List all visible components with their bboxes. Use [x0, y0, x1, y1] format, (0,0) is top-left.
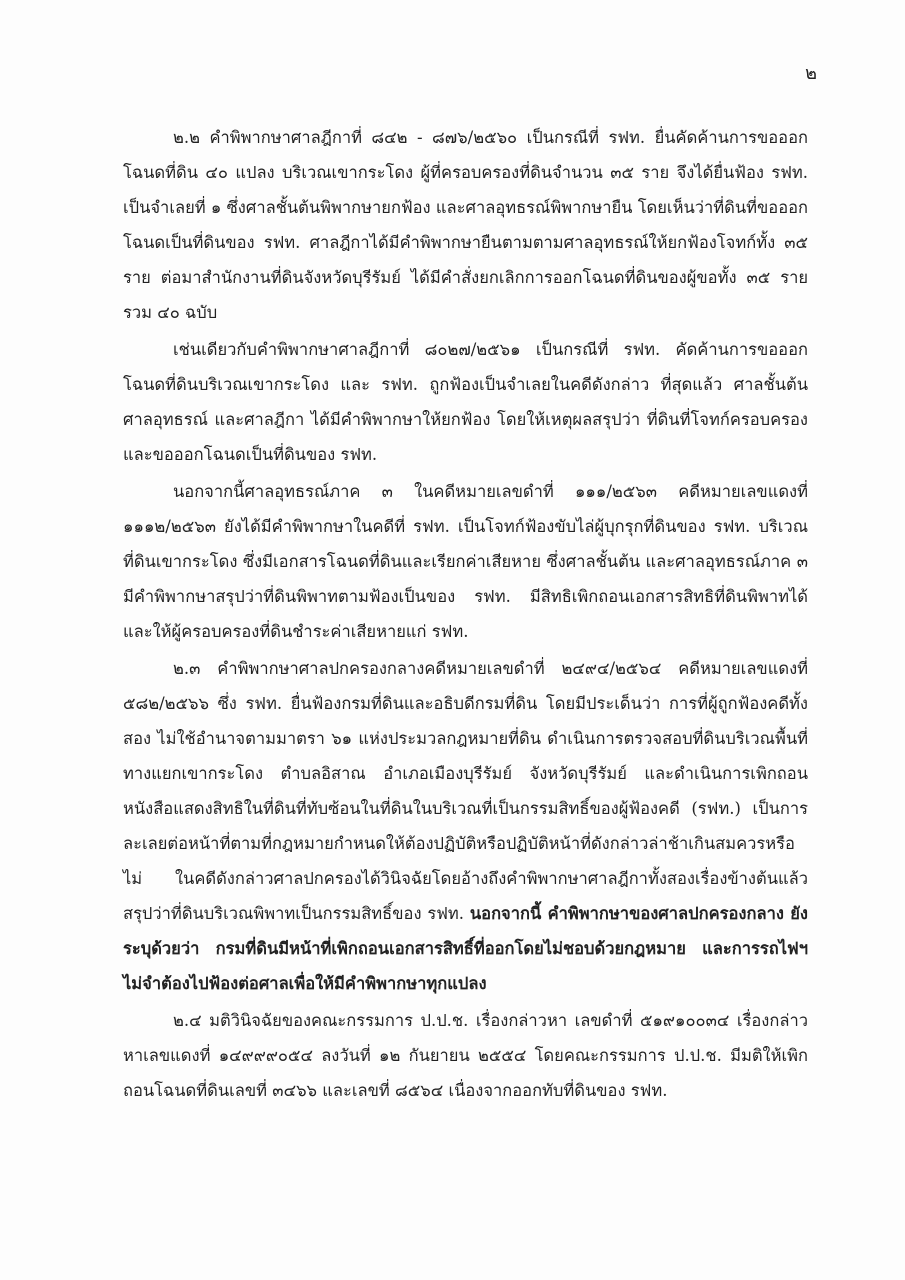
paragraph-text: ๒.๔ มติวินิจฉัยของคณะกรรมการ ป.ป.ช. เรื่องกล่าวหา เลขดำที่ ๕๑๙๑๐๐๓๔ เรื่องกล่าวหาเลขแดงที่ ๑๔๙๙๙๐๕๔ ลงวันที่ ๑๒ กันยายน ๒๕๕๔ โดยคณะกรรมการ ป.ป.ช. มีมติให้เพิกถอนโฉนดที่ดินเลขที่ ๓๔๖๖ และเลขที่ ๘๕๖๔ เนื่องจากออกทับที่ดินของ รฟท.	[123, 1011, 808, 1100]
page-number: ๒	[805, 63, 817, 84]
paragraph-bold-text: นอกจากนี้ คำพิพากษาของศาลปกครองกลาง ยังระบุด้วยว่า กรมที่ดินมีหน้าที่เพิกถอนเอกสารสิทธิ์ที่ออกโดยไม่ชอบด้วยกฎหมาย และการรถไฟฯ ไม่จำต้องไปฟ้องต่อศาลเพื่อให้มีคำพิพากษาทุกแปลง	[123, 904, 808, 993]
paragraph-2-2	[123, 120, 808, 330]
paragraph-2-4	[123, 1003, 808, 1108]
document-body	[123, 120, 808, 1108]
paragraph-text: ๒.๒ คำพิพากษาศาลฎีกาที่ ๘๔๒ - ๘๗๖/๒๕๖๐ เป็นกรณีที่ รฟท. ยื่นคัดค้านการขอออกโฉนดที่ดิน ๔๐ แปลง บริเวณเขากระโดง ผู้ที่ครอบครองที่ดินจำนวน ๓๕ ราย จึงได้ยื่นฟ้อง รฟท. เป็นจำเลยที่ ๑ ซึ่งศาลชั้นต้นพิพากษายกฟ้อง และศาลอุทธรณ์พิพากษายืน โดยเห็นว่าที่ดินที่ขอออกโฉนดเป็นที่ดินของ รฟท. ศาลฎีกาได้มีคำพิพากษายืนตามตามศาลอุทธรณ์ให้ยกฟ้องโจทก์ทั้ง ๓๕ ราย ต่อมาสำนักงานที่ดินจังหวัดบุรีรัมย์ ได้มีคำสั่งยกเลิกการออกโฉนดที่ดินของผู้ขอทั้ง ๓๕ ราย รวม ๔๐ ฉบับ	[123, 128, 809, 322]
paragraph-2-3	[123, 651, 808, 1001]
paragraph-text: ๒.๓ คำพิพากษาศาลปกครองกลางคดีหมายเลขดำที่ ๒๔๙๔/๒๕๖๔ คดีหมายเลขแดงที่ ๕๘๒/๒๕๖๖ ซึ่ง รฟท. ยื่นฟ้องกรมที่ดินและอธิบดีกรมที่ดิน โดยมีประเด็นว่า การที่ผู้ถูกฟ้องคดีทั้งสอง ไม่ใช้อำนาจตามมาตรา ๖๑ แห่งประมวลกฎหมายที่ดิน ดำเนินการตรวจสอบที่ดินบริเวณพื้นที่ทางแยกเขากระโดง ตำบลอิสาณ อำเภอเมืองบุรีรัมย์ จังหวัดบุรีรัมย์ และดำเนินการเพิกถอนหนังสือแสดงสิทธิในที่ดินที่ทับซ้อนในที่ดินในบริเวณที่เป็นกรรมสิทธิ์ของผู้ฟ้องคดี (รฟท.) เป็นการละเลยต่อหน้าที่ตามที่กฎหมายกำหนดให้ต้องปฏิบัติหรือปฏิบัติหน้าที่ดังกล่าวล่าช้าเกินสมควรหรือไม่ ในคดีดังกล่าวศาลปกครองได้วินิจฉัยโดยอ้างถึงคำพิพากษาศาลฎีกาทั้งสองเรื่องข้างต้นแล้ว สรุปว่าที่ดินบริเวณพิพาทเป็นกรรมสิทธิ์ของ รฟท.	[123, 659, 808, 923]
paragraph-2-2-appeal-court	[123, 474, 808, 649]
paragraph-2-2-similar-case	[123, 332, 808, 472]
paragraph-text: เช่นเดียวกับคำพิพากษาศาลฎีกาที่ ๘๐๒๗/๒๕๖๑ เป็นกรณีที่ รฟท. คัดค้านการขอออกโฉนดที่ดินบริเวณเขากระโดง และ รฟท. ถูกฟ้องเป็นจำเลยในคดีดังกล่าว ที่สุดแล้ว ศาลชั้นต้น ศาลอุทธรณ์ และศาลฎีกา ได้มีคำพิพากษาให้ยกฟ้อง โดยให้เหตุผลสรุปว่า ที่ดินที่โจทก์ครอบครองและขอออกโฉนดเป็นที่ดินของ รฟท.	[123, 340, 808, 464]
paragraph-text: นอกจากนี้ศาลอุทธรณ์ภาค ๓ ในคดีหมายเลขดำที่ ๑๑๑/๒๕๖๓ คดีหมายเลขแดงที่ ๑๑๑๒/๒๕๖๓ ยังได้มีคำพิพากษาในคดีที่ รฟท. เป็นโจทก์ฟ้องขับไล่ผู้บุกรุกที่ดินของ รฟท. บริเวณที่ดินเขากระโดง ซึ่งมีเอกสารโฉนดที่ดินและเรียกค่าเสียหาย ซึ่งศาลชั้นต้น และศาลอุทธรณ์ภาค ๓ มีคำพิพากษาสรุปว่าที่ดินพิพาทตามฟ้องเป็นของ รฟท. มีสิทธิเพิกถอนเอกสารสิทธิที่ดินพิพาทได้และให้ผู้ครอบครองที่ดินชำระค่าเสียหายแก่ รฟท.	[123, 482, 808, 641]
